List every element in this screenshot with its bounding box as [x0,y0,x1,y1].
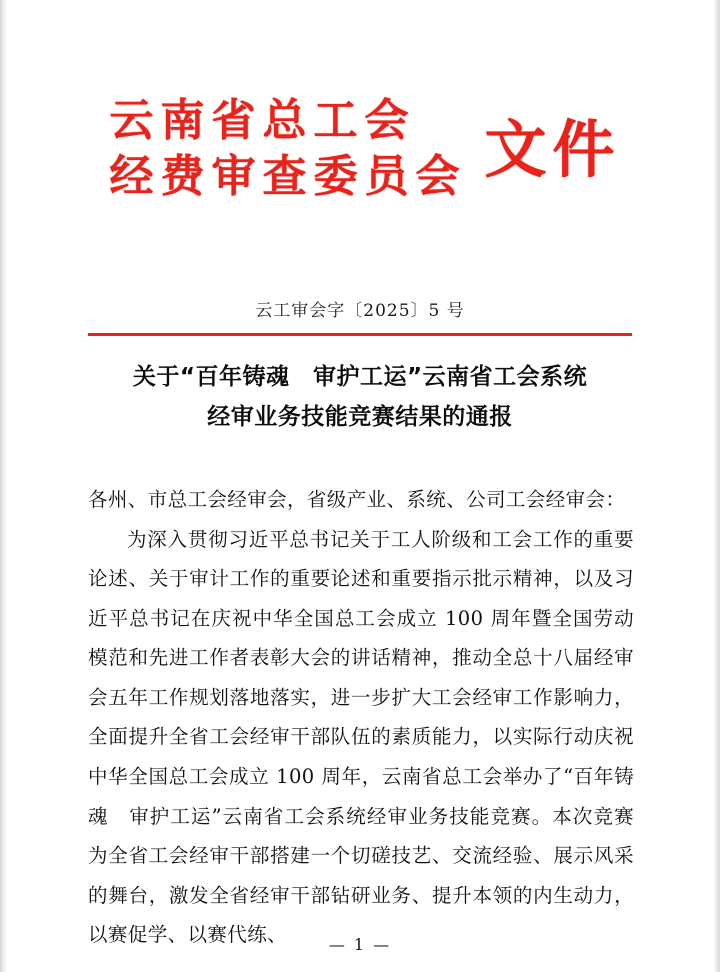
masthead-line-2: 经费审查委员会 [109,150,467,202]
red-divider-rule [88,333,632,336]
body-paragraph-1: 为深入贯彻习近平总书记关于工人阶级和工会工作的重要论述、关于审计工作的重要论述和重要指示批示精神，以及习近平总书记在庆祝中华全国总工会成立 100 周年暨全国劳动模范和先进工作者表彰大会的讲话精神，推动全总十八届经审会五年工作规划落地落实，进一步扩大工会经审工作影响力，全面提升全省工会经审干部队伍的素质能力，以实际行动庆祝中华全国总工会成立 100 周年，云南省总工会举办了“百年铸魂 审护工运”云南省工会系统经审业务技能竞赛。本次竞赛为全省工会经审干部搭建一个切磋技艺、交流经验、展示风采的舞台，激发全省经审干部钻研业务、提升本领的内生动力，以赛促学、以赛代练、 [88,527,634,947]
salutation: 各州、市总工会经审会，省级产业、系统、公司工会经审会： [88,488,626,511]
masthead-document-word: 文件 [484,112,621,186]
page-title-line-1: 关于“百年铸魂 审护工运”云南省工会系统 [132,364,588,390]
page-number: — 1 — [328,935,392,954]
document-number: 云工审会字〔2025〕5 号 [255,301,465,321]
masthead-title-lines [109,94,467,202]
masthead [0,76,720,221]
document-body [88,480,634,955]
page-title-line-2: 经审业务技能竞赛结果的通报 [207,403,513,430]
page-title [86,358,634,437]
masthead-line-1: 云南省总工会 [109,94,416,146]
